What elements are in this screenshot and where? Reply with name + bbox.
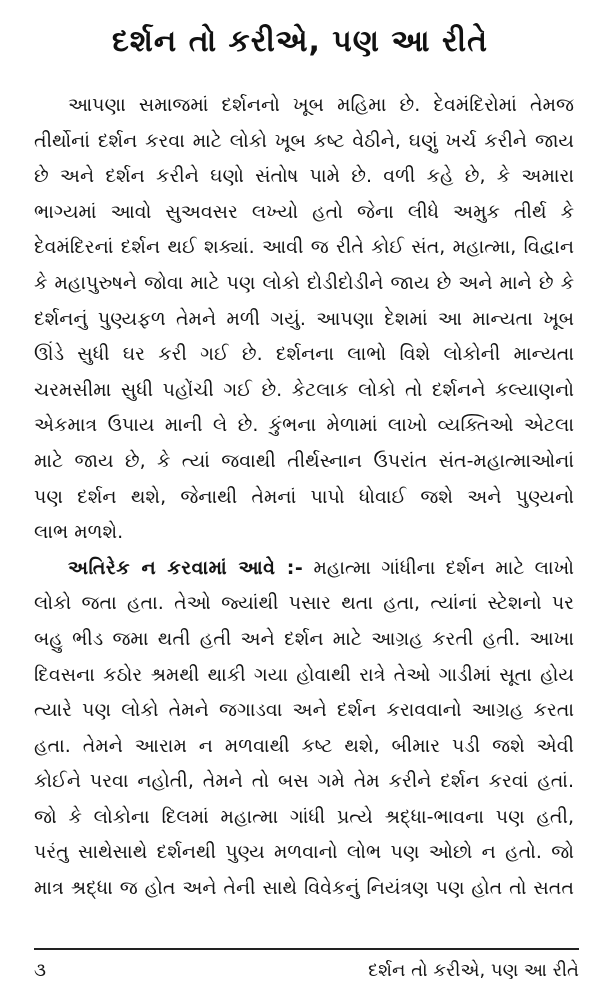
text-line: ઊંડે સુધી ઘર કરી ગઈ છે. દર્શનના લાભો વિશે લોકોની માન્યતા <box>34 343 574 366</box>
text-line: દર્શનનું પુણ્યફળ તેમને મળી ગયું. આપણા દેશમાં આ માન્યતા ખૂબ <box>34 307 574 330</box>
section-first-line <box>34 551 574 587</box>
text-line: લોકો જતા હતા. તેઓ જ્યાંથી પસાર થતા હતા, ત્યાંનાં સ્ટેશનો પર <box>34 592 574 615</box>
text-line: ભાગ્યમાં આવો સુઅવસર લખ્યો હતો જેના લીધે અમુક તીર્થ કે <box>34 200 574 223</box>
body-text <box>34 88 574 907</box>
text-line: ત્યારે પણ લોકો તેમને જગાડવા અને દર્શન કરાવવાનો આગ્રહ કરતા <box>34 699 574 722</box>
text-line: લાભ મળશે. <box>34 521 124 544</box>
footer-divider <box>34 948 579 950</box>
text-line: હતા. તેમને આરામ ન મળવાથી કષ્ટ થશે, બીમાર પડી જશે એવી <box>34 734 574 757</box>
text-line: દેવમંદિરનાં દર્શન થઈ શક્યાં. આવી જ રીતે કોઈ સંત, મહાત્મા, વિદ્વાન <box>34 236 574 259</box>
text-segment: મહાત્મા ગાંધીના દર્શન માટે લાખો <box>313 556 574 579</box>
text-line: એકમાત્ર ઉપાય માની લે છે. કુંભના મેળામાં લાખો વ્યક્તિઓ એટલા <box>34 414 574 437</box>
page-number: ૩ <box>34 960 46 981</box>
text-line: તીર્થોનાં દર્શન કરવા માટે લોકો ખૂબ કષ્ટ વેઠીને, ઘણું ખર્ચ કરીને જાય <box>34 129 574 152</box>
text-line: માટે જાય છે, કે ત્યાં જવાથી તીર્થસ્નાન ઉપરાંત સંત-મહાત્માઓનાં <box>34 449 574 472</box>
text-line: જો કે લોકોના દિલમાં મહાત્મા ગાંધી પ્રત્યે શ્રદ્ધા-ભાવના પણ હતી, <box>34 805 574 828</box>
text-line: આપણા સમાજમાં દર્શનનો ખૂબ મહિમા છે. દેવમંદિરોમાં તેમજ <box>68 94 574 116</box>
section-heading: અતિરેક ન કરવામાં આવે :- <box>68 556 304 579</box>
text-line: કોઈને પરવા નહોતી, તેમને તો બસ ગમે તેમ કરીને દર્શન કરવાં હતાં. <box>34 770 574 793</box>
running-head: દર્શન તો કરીએ, પણ આ રીતે <box>368 960 579 981</box>
chapter-title: દર્શન તો કરીએ, પણ આ રીતે <box>112 24 488 59</box>
text-line: છે અને દર્શન કરીને ઘણો સંતોષ પામે છે. વળી કહે છે, કે અમારા <box>34 165 574 188</box>
text-line: ચરમસીમા સુધી પહોંચી ગઈ છે. કેટલાક લોકો તો દર્શનને કલ્યાણનો <box>34 378 574 401</box>
page-footer <box>34 956 579 986</box>
text-line: બહુ ભીડ જમા થતી હતી અને દર્શન માટે આગ્રહ કરતી હતી. આખા <box>34 627 574 650</box>
text-line: પરંતુ સાથેસાથે દર્શનથી પુણ્ય મળવાનો લોભ પણ ઓછો ન હતો. જો <box>34 841 574 864</box>
text-line: દિવસના કઠોર શ્રમથી થાકી ગયા હોવાથી રાત્રે તેઓ ગાડીમાં સૂતા હોય <box>34 663 574 686</box>
text-line: કે મહાપુરુષને જોવા માટે પણ લોકો દોડીદોડીને જાય છે અને માને છે કે <box>34 271 574 294</box>
text-line: માત્ર શ્રદ્ધા જ હોત અને તેની સાથે વિવેકનું નિયંત્રણ પણ હોત તો સતત <box>34 877 574 900</box>
text-line: પણ દર્શન થશે, જેનાથી તેમનાં પાપો ધોવાઈ જશે અને પુણ્યનો <box>34 485 574 508</box>
